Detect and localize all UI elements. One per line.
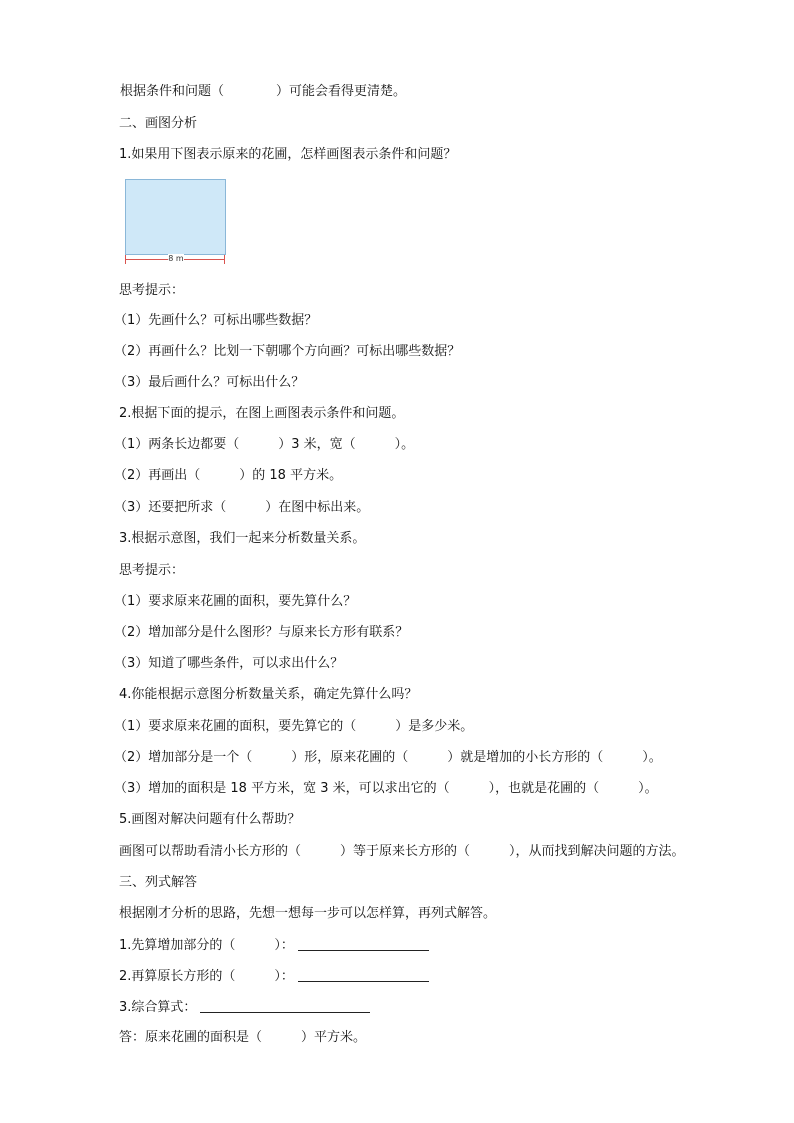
dimension-tick-right: [224, 255, 225, 264]
solve-instruction: 根据刚才分析的思路，先想一想每一步可以怎样算，再列式解答。: [119, 906, 497, 921]
section-heading-draw-analysis: 二、画图分析: [119, 116, 198, 131]
solve-step-1-text: 1.先算增加部分的（ ）：: [119, 938, 294, 953]
garden-rectangle: [125, 179, 226, 255]
garden-rectangle-figure: [125, 179, 225, 265]
fill-4-3: （3）增加的面积是 18 平方米，宽 3 米，可以求出它的（ ），也就是花圃的（ ）。: [114, 781, 658, 796]
solve-step-2-text: 2.再算原长方形的（ ）：: [119, 969, 294, 984]
hint-heading-1: 思考提示：: [119, 283, 185, 298]
answer-blank-2[interactable]: [298, 968, 429, 982]
question-2: 2.根据下面的提示，在图上画图表示条件和问题。: [119, 406, 405, 421]
hint-1-3: （3）最后画什么？可标出什么？: [114, 375, 305, 390]
solve-step-3: [119, 999, 370, 1015]
hint-1-1: （1）先画什么？可标出哪些数据？: [114, 313, 318, 328]
answer-blank-3[interactable]: [200, 999, 370, 1013]
fill-4-1: （1）要求原来花圃的面积，要先算它的（ ）是多少米。: [114, 719, 474, 734]
answer-5: 画图可以帮助看清小长方形的（ ）等于原来长方形的（ ），从而找到解决问题的方法。: [119, 844, 685, 859]
question-5: 5.画图对解决问题有什么帮助？: [119, 812, 301, 827]
section-heading-solve: 三、列式解答: [119, 875, 198, 890]
final-answer: 答：原来花圃的面积是（ ）平方米。: [119, 1030, 367, 1045]
dimension-label: 8 m: [168, 254, 184, 263]
hint-3-3: （3）知道了哪些条件，可以求出什么？: [114, 656, 344, 671]
solve-step-2: [119, 968, 429, 984]
hint-heading-2: 思考提示：: [119, 563, 185, 578]
hint-1-2: （2）再画什么？比划一下朝哪个方向画？可标出哪些数据？: [114, 344, 461, 359]
solve-step-1: [119, 937, 429, 953]
step-2-1: （1）两条长边都要（ ）3 米，宽（ ）。: [114, 437, 415, 452]
step-2-3: （3）还要把所求（ ）在图中标出来。: [114, 500, 370, 515]
answer-blank-1[interactable]: [298, 937, 429, 951]
question-4: 4.你能根据示意图分析数量关系，确定先算什么吗？: [119, 687, 418, 702]
intro-sentence: 根据条件和问题（ ）可能会看得更清楚。: [120, 84, 407, 99]
question-3: 3.根据示意图，我们一起来分析数量关系。: [119, 531, 366, 546]
solve-step-3-text: 3.综合算式：: [119, 1000, 197, 1015]
question-1: 1.如果用下图表示原来的花圃，怎样画图表示条件和问题？: [119, 147, 457, 162]
hint-3-2: （2）增加部分是什么图形？与原来长方形有联系？: [114, 625, 409, 640]
hint-3-1: （1）要求原来花圃的面积，要先算什么？: [114, 594, 357, 609]
step-2-2: （2）再画出（ ）的 18 平方米。: [114, 468, 343, 483]
fill-4-2: （2）增加部分是一个（ ）形，原来花圃的（ ）就是增加的小长方形的（ ）。: [114, 750, 662, 765]
